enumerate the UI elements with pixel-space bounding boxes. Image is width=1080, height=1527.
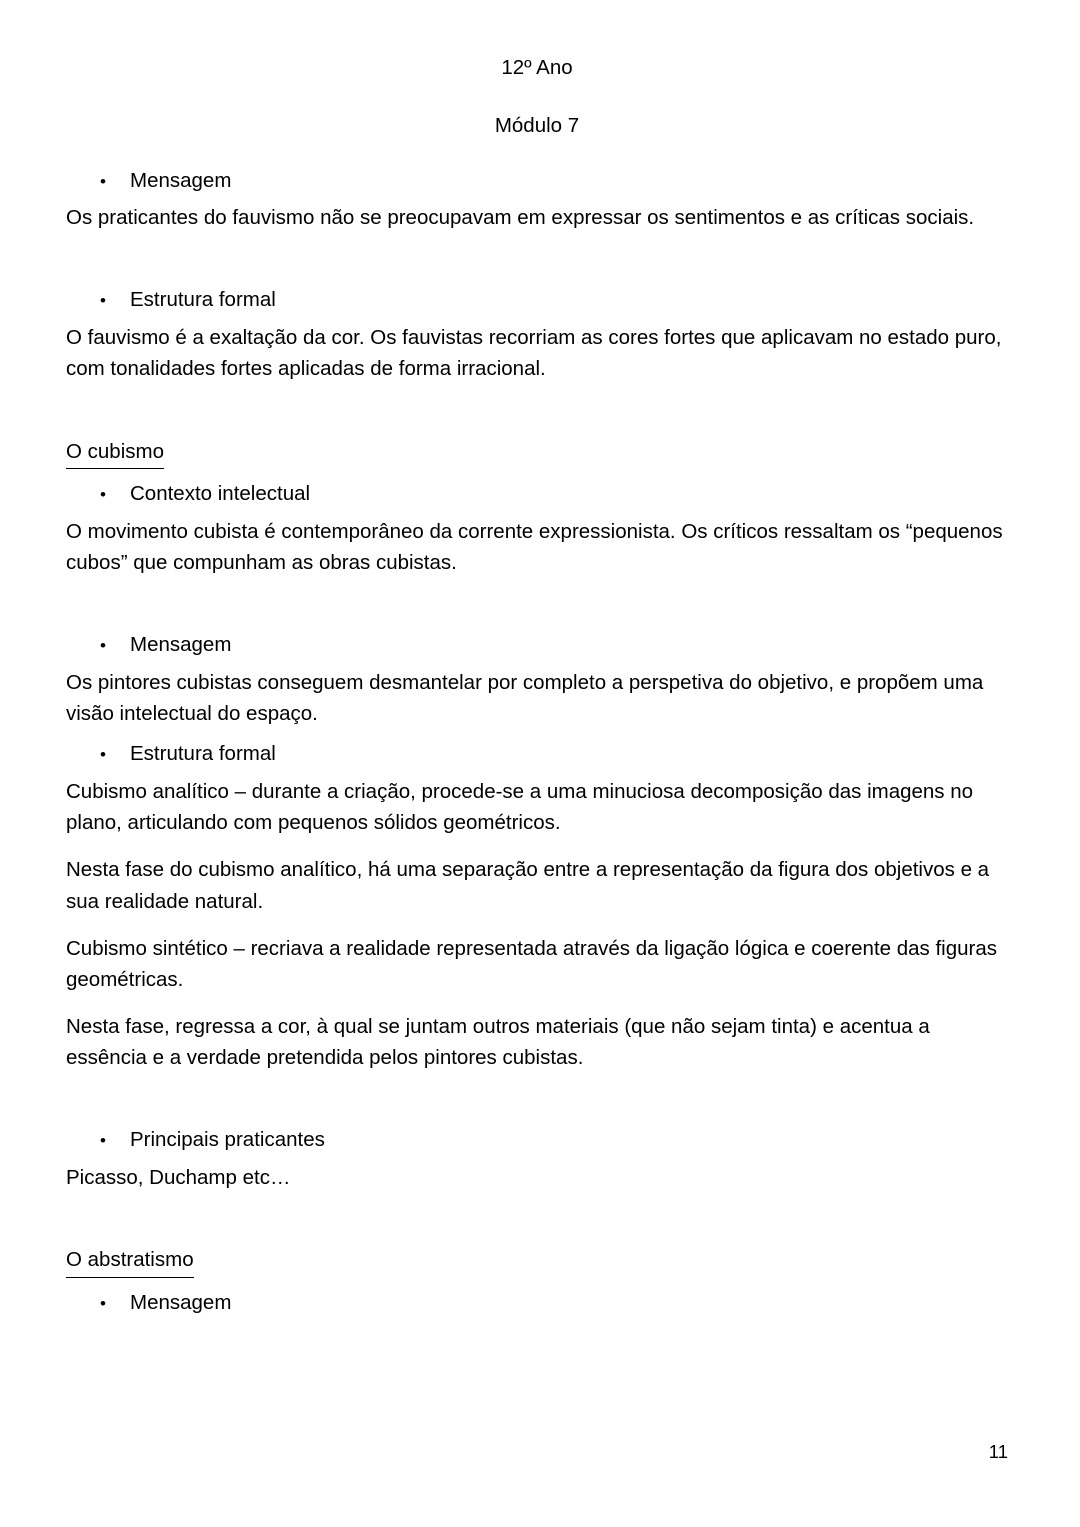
paragraph: Os praticantes do fauvismo não se preocupavam em expressar os sentimentos e as críticas sociais. xyxy=(66,206,975,230)
list-item xyxy=(66,1288,1008,1319)
list-item xyxy=(66,166,1008,197)
list-item xyxy=(66,479,1008,510)
document-header xyxy=(66,52,1008,142)
paragraph: Cubismo sintético – recriava a realidade representada através da ligação lógica e coerente das figuras geométricas. xyxy=(66,936,998,991)
spacer xyxy=(66,917,1008,927)
spacer xyxy=(66,469,1008,479)
list-item xyxy=(66,285,1008,316)
list-item xyxy=(66,739,1008,770)
paragraph: Os pintores cubistas conseguem desmantelar por completo a perspetiva do objetivo, e propõem uma visão intelectual do espaço. xyxy=(66,671,984,726)
paragraph: Nesta fase, regressa a cor, à qual se juntam outros materiais (que não sejam tinta) e acentua a essência e a verdade pretendida pelos pintores cubistas. xyxy=(66,1015,930,1070)
bullet-icon: • xyxy=(100,745,106,765)
paragraph: Cubismo analítico – durante a criação, procede-se a uma minuciosa decomposição das imagens no plano, articulando com pequenos sólidos geométricos. xyxy=(66,780,974,835)
list-item-label: Mensagem xyxy=(130,168,232,192)
list-item-label: Mensagem xyxy=(130,633,232,657)
bullet-icon: • xyxy=(100,291,106,311)
section-title: O abstratismo xyxy=(66,1245,194,1278)
section-title: O cubismo xyxy=(66,437,164,470)
spacer xyxy=(66,1073,1008,1125)
section-heading-abstratismo xyxy=(66,1245,1008,1278)
list-item-label: Mensagem xyxy=(130,1291,232,1315)
bullet-icon: • xyxy=(100,485,106,505)
header-line-module: Módulo 7 xyxy=(494,113,580,137)
header-line-year: 12º Ano xyxy=(501,56,573,79)
spacer xyxy=(66,385,1008,437)
paragraph: O fauvismo é a exaltação da cor. Os fauvistas recorriam as cores fortes que aplicavam no estado puro, com tonalidades fortes aplicadas de forma irracional. xyxy=(66,326,1002,381)
bullet-icon: • xyxy=(100,1131,106,1151)
page-number: 11 xyxy=(988,1440,1008,1462)
list-item-label: Estrutura formal xyxy=(130,742,276,766)
list-item xyxy=(66,1125,1008,1156)
bullet-icon: • xyxy=(100,171,106,191)
spacer xyxy=(66,995,1008,1005)
spacer xyxy=(66,729,1008,739)
paragraph: O movimento cubista é contemporâneo da corrente expressionista. Os críticos ressaltam os “pequenos cubos” que compunham as obras cubistas. xyxy=(66,520,1003,575)
list-item-label: Principais praticantes xyxy=(130,1128,325,1152)
bullet-icon: • xyxy=(100,1294,106,1314)
paragraph: Nesta fase do cubismo analítico, há uma separação entre a representação da figura dos objetivos e a sua realidade natural. xyxy=(66,858,990,913)
spacer xyxy=(66,1278,1008,1288)
list-item xyxy=(66,630,1008,661)
spacer xyxy=(66,233,1008,285)
bullet-icon: • xyxy=(100,636,106,656)
paragraph: Picasso, Duchamp etc… xyxy=(66,1166,291,1190)
list-item-label: Estrutura formal xyxy=(130,288,276,312)
spacer xyxy=(66,1193,1008,1245)
section-heading-cubismo xyxy=(66,437,1008,470)
spacer xyxy=(66,578,1008,630)
spacer xyxy=(66,838,1008,848)
list-item-label: Contexto intelectual xyxy=(130,482,311,506)
